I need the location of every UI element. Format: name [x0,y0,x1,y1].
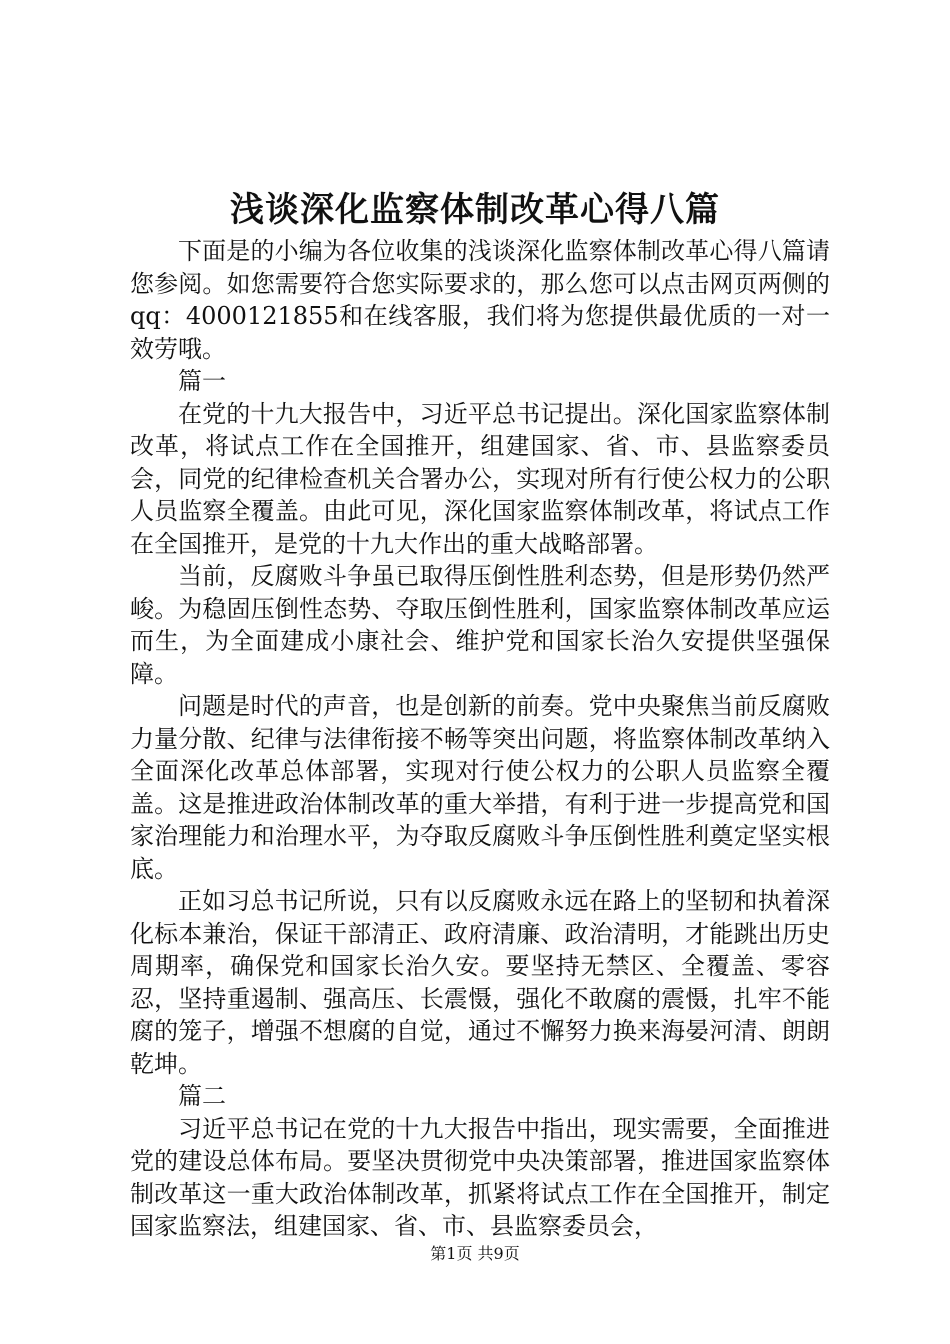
page-number: 第1页 共9页 [430,1244,520,1263]
section-heading-1: 篇一 [178,367,226,395]
paragraph: 习近平总书记在党的十九大报告中指出，现实需要，全面推进党的建设总体布局。要坚决贯彻党中央决策部署，推进国家监察体制改革这一重大政治体制改革，抓紧将试点工作在全国推开，制定国家监察法，组建国家、省、市、县监察委员会， [130,1114,830,1240]
document-title: 浅谈深化监察体制改革心得八篇 [230,190,720,230]
document-body [130,235,830,1243]
section-heading-2: 篇二 [178,1082,226,1110]
paragraph: 正如习总书记所说，只有以反腐败永远在路上的坚韧和执着深化标本兼治，保证干部清正、政府清廉、政治清明，才能跳出历史周期率，确保党和国家长治久安。要坚持无禁区、全覆盖、零容忍，坚持重遏制、强高压、长震慑，强化不敢腐的震慑，扎牢不能腐的笼子，增强不想腐的自觉，通过不懈努力换来海晏河清、朗朗乾坤。 [130,887,830,1078]
paragraph: 问题是时代的声音，也是创新的前奏。党中央聚焦当前反腐败力量分散、纪律与法律衔接不畅等突出问题，将监察体制改革纳入全面深化改革总体部署，实现对行使公权力的公职人员监察全覆盖。这是推进政治体制改革的重大举措，有利于进一步提高党和国家治理能力和治理水平，为夺取反腐败斗争压倒性胜利奠定坚实根底。 [130,692,830,883]
paragraph: 在党的十九大报告中，习近平总书记提出。深化国家监察体制改革，将试点工作在全国推开，组建国家、省、市、县监察委员会，同党的纪律检查机关合署办公，实现对所有行使公权力的公职人员监察全覆盖。由此可见，深化国家监察体制改革，将试点工作在全国推开，是党的十九大作出的重大战略部署。 [130,399,830,558]
paragraph-intro: 下面是的小编为各位收集的浅谈深化监察体制改革心得八篇请您参阅。如您需要符合您实际要求的，那么您可以点击网页两侧的qq：4000121855和在线客服，我们将为您提供最优质的一对一效劳哦。 [130,237,830,363]
paragraph: 当前，反腐败斗争虽已取得压倒性胜利态势，但是形势仍然严峻。为稳固压倒性态势、夺取压倒性胜利，国家监察体制改革应运而生，为全面建成小康社会、维护党和国家长治久安提供坚强保障。 [130,562,830,688]
